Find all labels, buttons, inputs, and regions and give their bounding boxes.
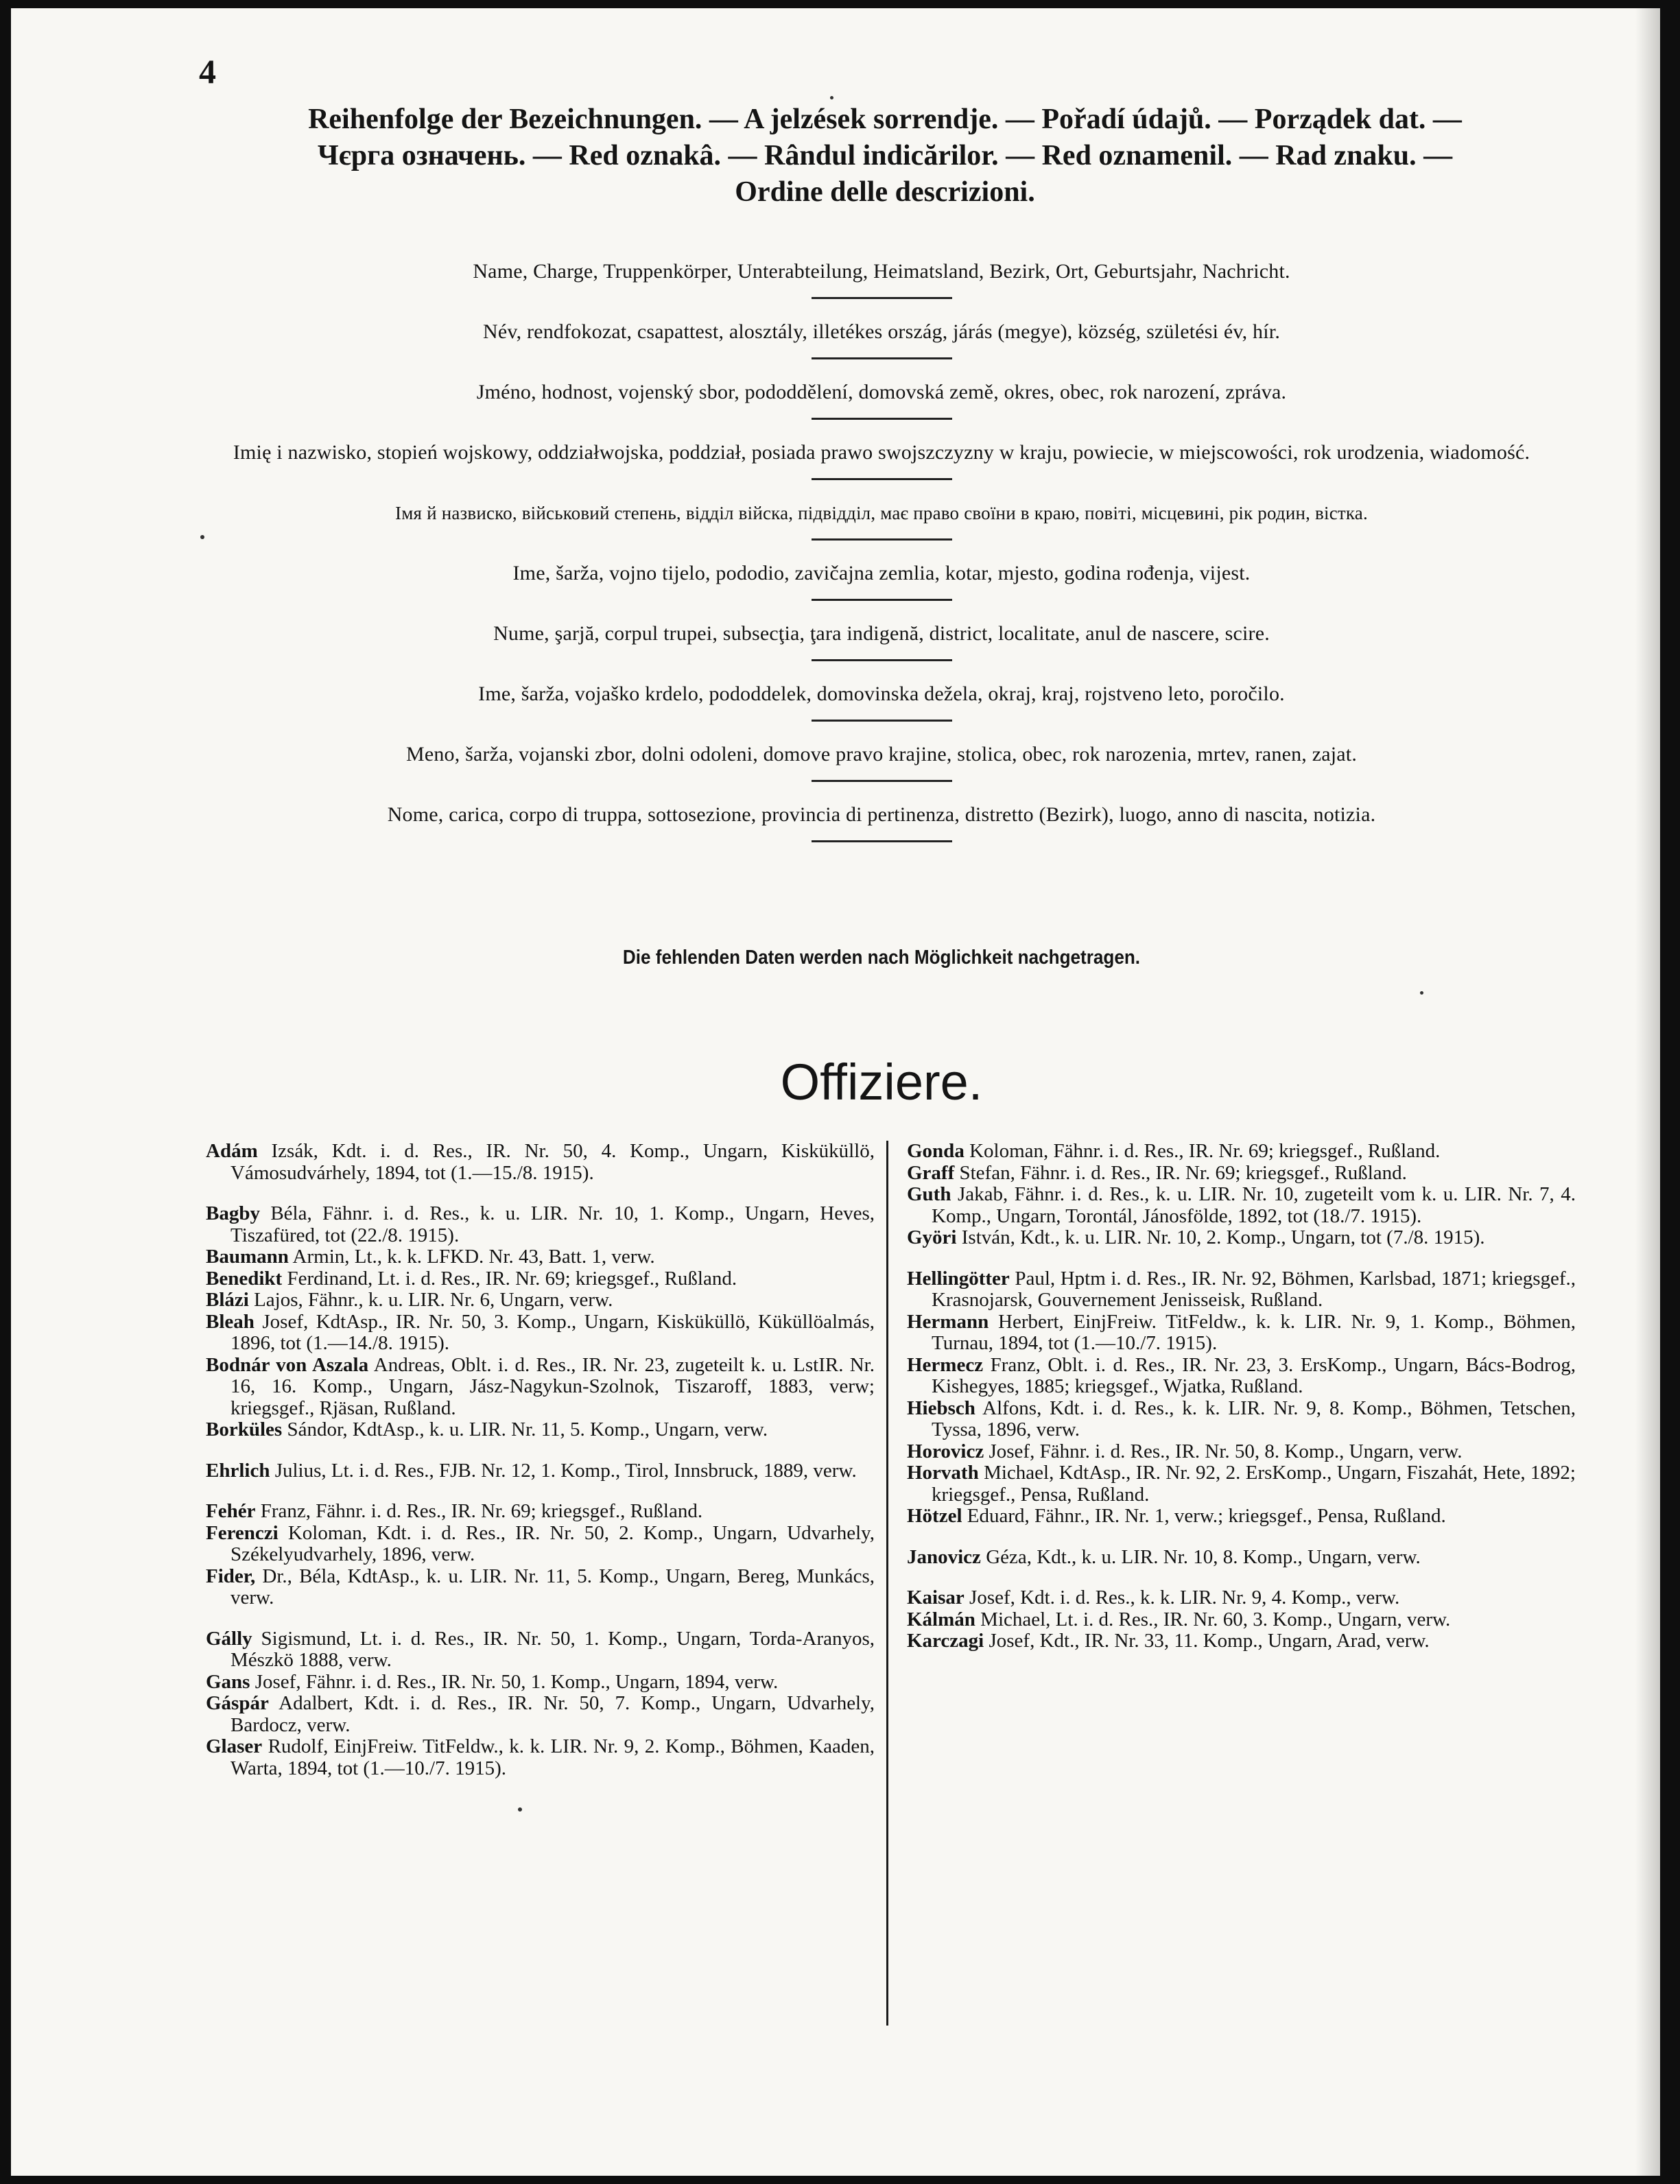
officer-details: Josef, KdtAsp., IR. Nr. 50, 3. Komp., Ungarn, Kisküküllö, Küküllöalmás, 1896, tot (1.—14./8. 1915). (230, 1310, 875, 1354)
title-block (199, 102, 1571, 211)
officer-surname: Kaisar (907, 1587, 965, 1609)
page-number: 4 (199, 52, 216, 91)
divider-rule (812, 780, 952, 782)
scan-speck (200, 535, 204, 539)
officer-details: Eduard, Fähnr., IR. Nr. 1, verw.; kriegsgef., Pensa, Rußland. (967, 1505, 1446, 1527)
officer-details: Armin, Lt., k. k. LFKD. Nr. 43, Batt. 1, verw. (292, 1246, 655, 1268)
officer-surname: Hermann (907, 1310, 989, 1333)
officer-surname: Karczagi (907, 1630, 984, 1652)
officer-surname: Gonda (907, 1140, 965, 1162)
officer-surname: Horvath (907, 1462, 979, 1484)
officer-entry (206, 1736, 875, 1779)
officer-details: Sándor, KdtAsp., k. u. LIR. Nr. 11, 5. Komp., Ungarn, verw. (287, 1419, 768, 1440)
officer-details: Andreas, Oblt. i. d. Res., IR. Nr. 23, zugeteilt k. u. LstIR. Nr. 16, 16. Komp., Ungarn, Jász-Nagykun-Szolnok, Tiszaroff, 1883, verw; kriegsgef., Rjäsan, Rußland. (230, 1353, 875, 1419)
officer-details: Josef, Kdt., IR. Nr. 33, 11. Komp., Ungarn, Arad, verw. (989, 1630, 1430, 1652)
officer-entry (907, 1441, 1576, 1463)
right-column (907, 1141, 1576, 1652)
officer-entry (206, 1203, 875, 1246)
officer-details: Josef, Fähnr. i. d. Res., IR. Nr. 50, 1. Komp., Ungarn, 1894, verw. (255, 1670, 779, 1693)
officer-details: Rudolf, EinjFreiw. TitFeldw., k. k. LIR. Nr. 9, 2. Komp., Böhmen, Kaaden, Warta, 1894, tot (1.—10./7. 1915). (230, 1735, 875, 1779)
title-line-2: Чєрга означень. — Red oznakâ. — Rândul indicărilor. — Red oznamenil. — Rad znaku. — (317, 140, 1453, 171)
scan-speck (1420, 991, 1423, 995)
scan-speck (830, 96, 833, 99)
officer-entry (206, 1501, 875, 1523)
missing-data-note: Die fehlenden Daten werden nach Möglichkeit nachgetragen. (622, 947, 1141, 969)
officer-surname: Horovicz (907, 1440, 984, 1462)
divider-rule (812, 720, 952, 722)
officer-entry (907, 1184, 1576, 1227)
officer-details: Koloman, Fähnr. i. d. Res., IR. Nr. 69; kriegsgef., Rußland. (969, 1140, 1441, 1162)
officer-surname: Borküles (206, 1419, 283, 1440)
description-german: Name, Charge, Truppenkörper, Unterabteilung, Heimatsland, Bezirk, Ort, Geburtsjahr, Nachricht. (473, 260, 1290, 283)
officer-details: Ferdinand, Lt. i. d. Res., IR. Nr. 69; kriegsgef., Rußland. (287, 1267, 737, 1290)
title-line-1: Reihenfolge der Bezeichnungen. — A jelzések sorrendje. — Pořadí údajů. — Porządek dat. — (308, 104, 1462, 135)
description-polish: Imię i nazwisko, stopień wojskowy, oddziałwojska, poddział, posiada prawo swojszczyzny w kraju, powiecie, w miejscowości, rok urodzenia, wiadomość. (233, 441, 1530, 464)
officer-surname: Bleah (206, 1310, 255, 1333)
divider-rule (812, 840, 952, 842)
divider-rule (812, 478, 952, 480)
officer-surname: Gans (206, 1670, 250, 1693)
officer-entry (907, 1609, 1576, 1631)
officer-surname: Blázi (206, 1289, 249, 1311)
officer-entry (907, 1355, 1576, 1398)
officer-surname: Gáspár (206, 1692, 269, 1714)
officer-surname: Bodnár von Aszala (206, 1353, 369, 1376)
officer-entry (907, 1547, 1576, 1569)
officer-details: István, Kdt., k. u. LIR. Nr. 10, 2. Komp., Ungarn, tot (7./8. 1915). (961, 1226, 1485, 1248)
officer-details: Herbert, EinjFreiw. TitFeldw., k. k. LIR. Nr. 9, 1. Komp., Böhmen, Turnau, 1894, tot (1.—10./7. 1915). (932, 1310, 1576, 1354)
officer-entry (907, 1398, 1576, 1441)
officer-details: Franz, Oblt. i. d. Res., IR. Nr. 23, 3. ErsKomp., Ungarn, Bács-Bodrog, Kishegyes, 1885; kriegsgef., Wjatka, Rußland. (932, 1353, 1576, 1397)
description-italian: Nome, carica, corpo di truppa, sottosezione, provincia di pertinenza, distretto (Bezirk), luogo, anno di nascita, notizia. (387, 803, 1376, 826)
description-croatian: Ime, šarža, vojno tijelo, pododio, zavičajna zemlia, kotar, mjesto, godina rođenja, vijest. (512, 562, 1251, 584)
officer-surname: Ferenczi (206, 1521, 279, 1544)
description-hungarian: Név, rendfokozat, csapattest, alosztály, illetékes ország, járás (megye), község, születési év, hír. (482, 320, 1281, 343)
officer-details: Stefan, Fähnr. i. d. Res., IR. Nr. 69; kriegsgef., Rußland. (959, 1161, 1407, 1184)
officer-entry (206, 1290, 875, 1311)
officer-surname: Janovicz (907, 1545, 981, 1568)
divider-rule (812, 418, 952, 420)
section-heading: Offiziere. (780, 1054, 983, 1111)
officer-surname: Ehrlich (206, 1459, 270, 1482)
officer-entry (206, 1693, 875, 1736)
officer-surname: Graff (907, 1161, 955, 1184)
scan-speck (518, 1807, 522, 1812)
officer-details: Dr., Béla, KdtAsp., k. u. LIR. Nr. 11, 5. Komp., Ungarn, Bereg, Munkács, verw. (230, 1565, 875, 1609)
left-column (206, 1141, 875, 1779)
officer-entry (206, 1246, 875, 1268)
officer-entry (907, 1630, 1576, 1652)
officer-surname: Baumann (206, 1246, 289, 1268)
divider-rule (812, 659, 952, 661)
title-line-3: Ordine delle descrizioni. (735, 176, 1035, 208)
divider-rule (812, 357, 952, 359)
officer-entry (206, 1141, 875, 1184)
officer-details: Julius, Lt. i. d. Res., FJB. Nr. 12, 1. Komp., Tirol, Innsbruck, 1889, verw. (274, 1459, 857, 1482)
officer-entry (907, 1268, 1576, 1311)
officer-details: Sigismund, Lt. i. d. Res., IR. Nr. 50, 1. Komp., Ungarn, Torda-Aranyos, Mészkö 1888, verw. (230, 1627, 875, 1671)
officer-surname: Hiebsch (907, 1397, 975, 1419)
description-romanian: Nume, şarjă, corpul trupei, subsecţia, ţara indigenă, district, localitate, anul de nascere, scire. (493, 622, 1270, 645)
description-slovak: Meno, šarža, vojanski zbor, dolni odoleni, domove pravo krajine, stolica, obec, rok narozenia, mrtev, ranen, zajat. (405, 743, 1358, 765)
divider-rule (812, 297, 952, 299)
officer-details: Izsák, Kdt. i. d. Res., IR. Nr. 50, 4. Komp., Ungarn, Kisküküllö, Vámosudvárhely, 1894, tot (1.—15./8. 1915). (230, 1140, 875, 1184)
description-czech: Jméno, hodnost, vojenský sbor, pododdělení, domovská země, okres, obec, rok narození, zpráva. (476, 381, 1287, 403)
officer-details: Adalbert, Kdt. i. d. Res., IR. Nr. 50, 7. Komp., Ungarn, Udvarhely, Bardocz, verw. (230, 1692, 875, 1736)
officer-surname: Hellingötter (907, 1267, 1010, 1290)
officer-surname: Kálmán (907, 1608, 975, 1630)
officer-entry (206, 1311, 875, 1355)
divider-rule (812, 599, 952, 601)
officer-entry (907, 1587, 1576, 1609)
descriptions-block (199, 259, 1564, 863)
officer-entry (206, 1419, 875, 1441)
description-slovenian: Ime, šarža, vojaško krdelo, pododdelek, domovinska dežela, okraj, kraj, rojstveno leto, poročilo. (478, 682, 1285, 705)
officer-entry (206, 1523, 875, 1566)
officer-surname: Bagby (206, 1202, 260, 1224)
officer-details: Géza, Kdt., k. u. LIR. Nr. 10, 8. Komp., Ungarn, verw. (986, 1545, 1421, 1568)
page-edge-shadow (1635, 8, 1660, 2176)
officer-surname: Hötzel (907, 1505, 962, 1527)
officer-entry (206, 1628, 875, 1672)
officer-entry (206, 1355, 875, 1420)
officer-entry (206, 1460, 875, 1482)
officer-surname: Glaser (206, 1735, 263, 1757)
officer-details: Lajos, Fähnr., k. u. LIR. Nr. 6, Ungarn, verw. (254, 1289, 613, 1311)
officer-surname: Adám (206, 1140, 258, 1162)
officer-entry (907, 1141, 1576, 1163)
officer-entry (907, 1462, 1576, 1506)
officer-surname: Fehér (206, 1500, 256, 1522)
officer-details: Michael, KdtAsp., IR. Nr. 92, 2. ErsKomp., Ungarn, Fiszahát, Hete, 1892; kriegsgef., Pensa, Rußland. (932, 1462, 1576, 1506)
officer-entry (907, 1163, 1576, 1185)
divider-rule (812, 538, 952, 541)
officer-details: Josef, Fähnr. i. d. Res., IR. Nr. 50, 8. Komp., Ungarn, verw. (989, 1440, 1463, 1462)
officer-details: Josef, Kdt. i. d. Res., k. k. LIR. Nr. 9, 4. Komp., verw. (969, 1587, 1400, 1609)
officer-surname: Györi (907, 1226, 957, 1248)
officer-details: Jakab, Fähnr. i. d. Res., k. u. LIR. Nr. 10, zugeteilt vom k. u. LIR. Nr. 7, 4. Komp., Ungarn, Torontál, Jánosfölde, 1892, tot (18./7. 1915). (932, 1183, 1576, 1227)
officer-details: Michael, Lt. i. d. Res., IR. Nr. 60, 3. Komp., Ungarn, verw. (980, 1608, 1451, 1630)
officer-surname: Benedikt (206, 1267, 283, 1290)
officer-surname: Hermecz (907, 1353, 984, 1376)
officer-surname: Guth (907, 1183, 951, 1205)
officer-entry (206, 1566, 875, 1609)
officer-details: Paul, Hptm i. d. Res., IR. Nr. 92, Böhmen, Karlsbad, 1871; kriegsgef., Krasnojarsk, Gouvernement Jenisseisk, Rußland. (932, 1267, 1576, 1311)
officer-surname: Fider, (206, 1565, 256, 1587)
officer-details: Béla, Fähnr. i. d. Res., k. u. LIR. Nr. 10, 1. Komp., Ungarn, Heves, Tiszafüred, tot (22./8. 1915). (230, 1202, 875, 1246)
officer-entry (907, 1311, 1576, 1355)
officer-entry (206, 1268, 875, 1290)
officer-entry (206, 1672, 875, 1694)
officer-surname: Gálly (206, 1627, 252, 1650)
officer-entry (907, 1506, 1576, 1528)
description-ruthenian: Імя й назвиско, військовий степень, відділ війска, підвідділ, має право своїни в краю, повіті, місцевині, рік родин, вістка. (395, 503, 1368, 523)
column-divider (886, 1141, 888, 2026)
officer-details: Koloman, Kdt. i. d. Res., IR. Nr. 50, 2. Komp., Ungarn, Udvarhely, Székelyudvarhely, 1896, verw. (230, 1521, 875, 1565)
officer-entry (907, 1227, 1576, 1249)
officer-details: Franz, Fähnr. i. d. Res., IR. Nr. 69; kriegsgef., Rußland. (260, 1500, 703, 1522)
officer-details: Alfons, Kdt. i. d. Res., k. k. LIR. Nr. 9, 8. Komp., Böhmen, Tetschen, Tyssa, 1896, verw. (932, 1397, 1576, 1440)
